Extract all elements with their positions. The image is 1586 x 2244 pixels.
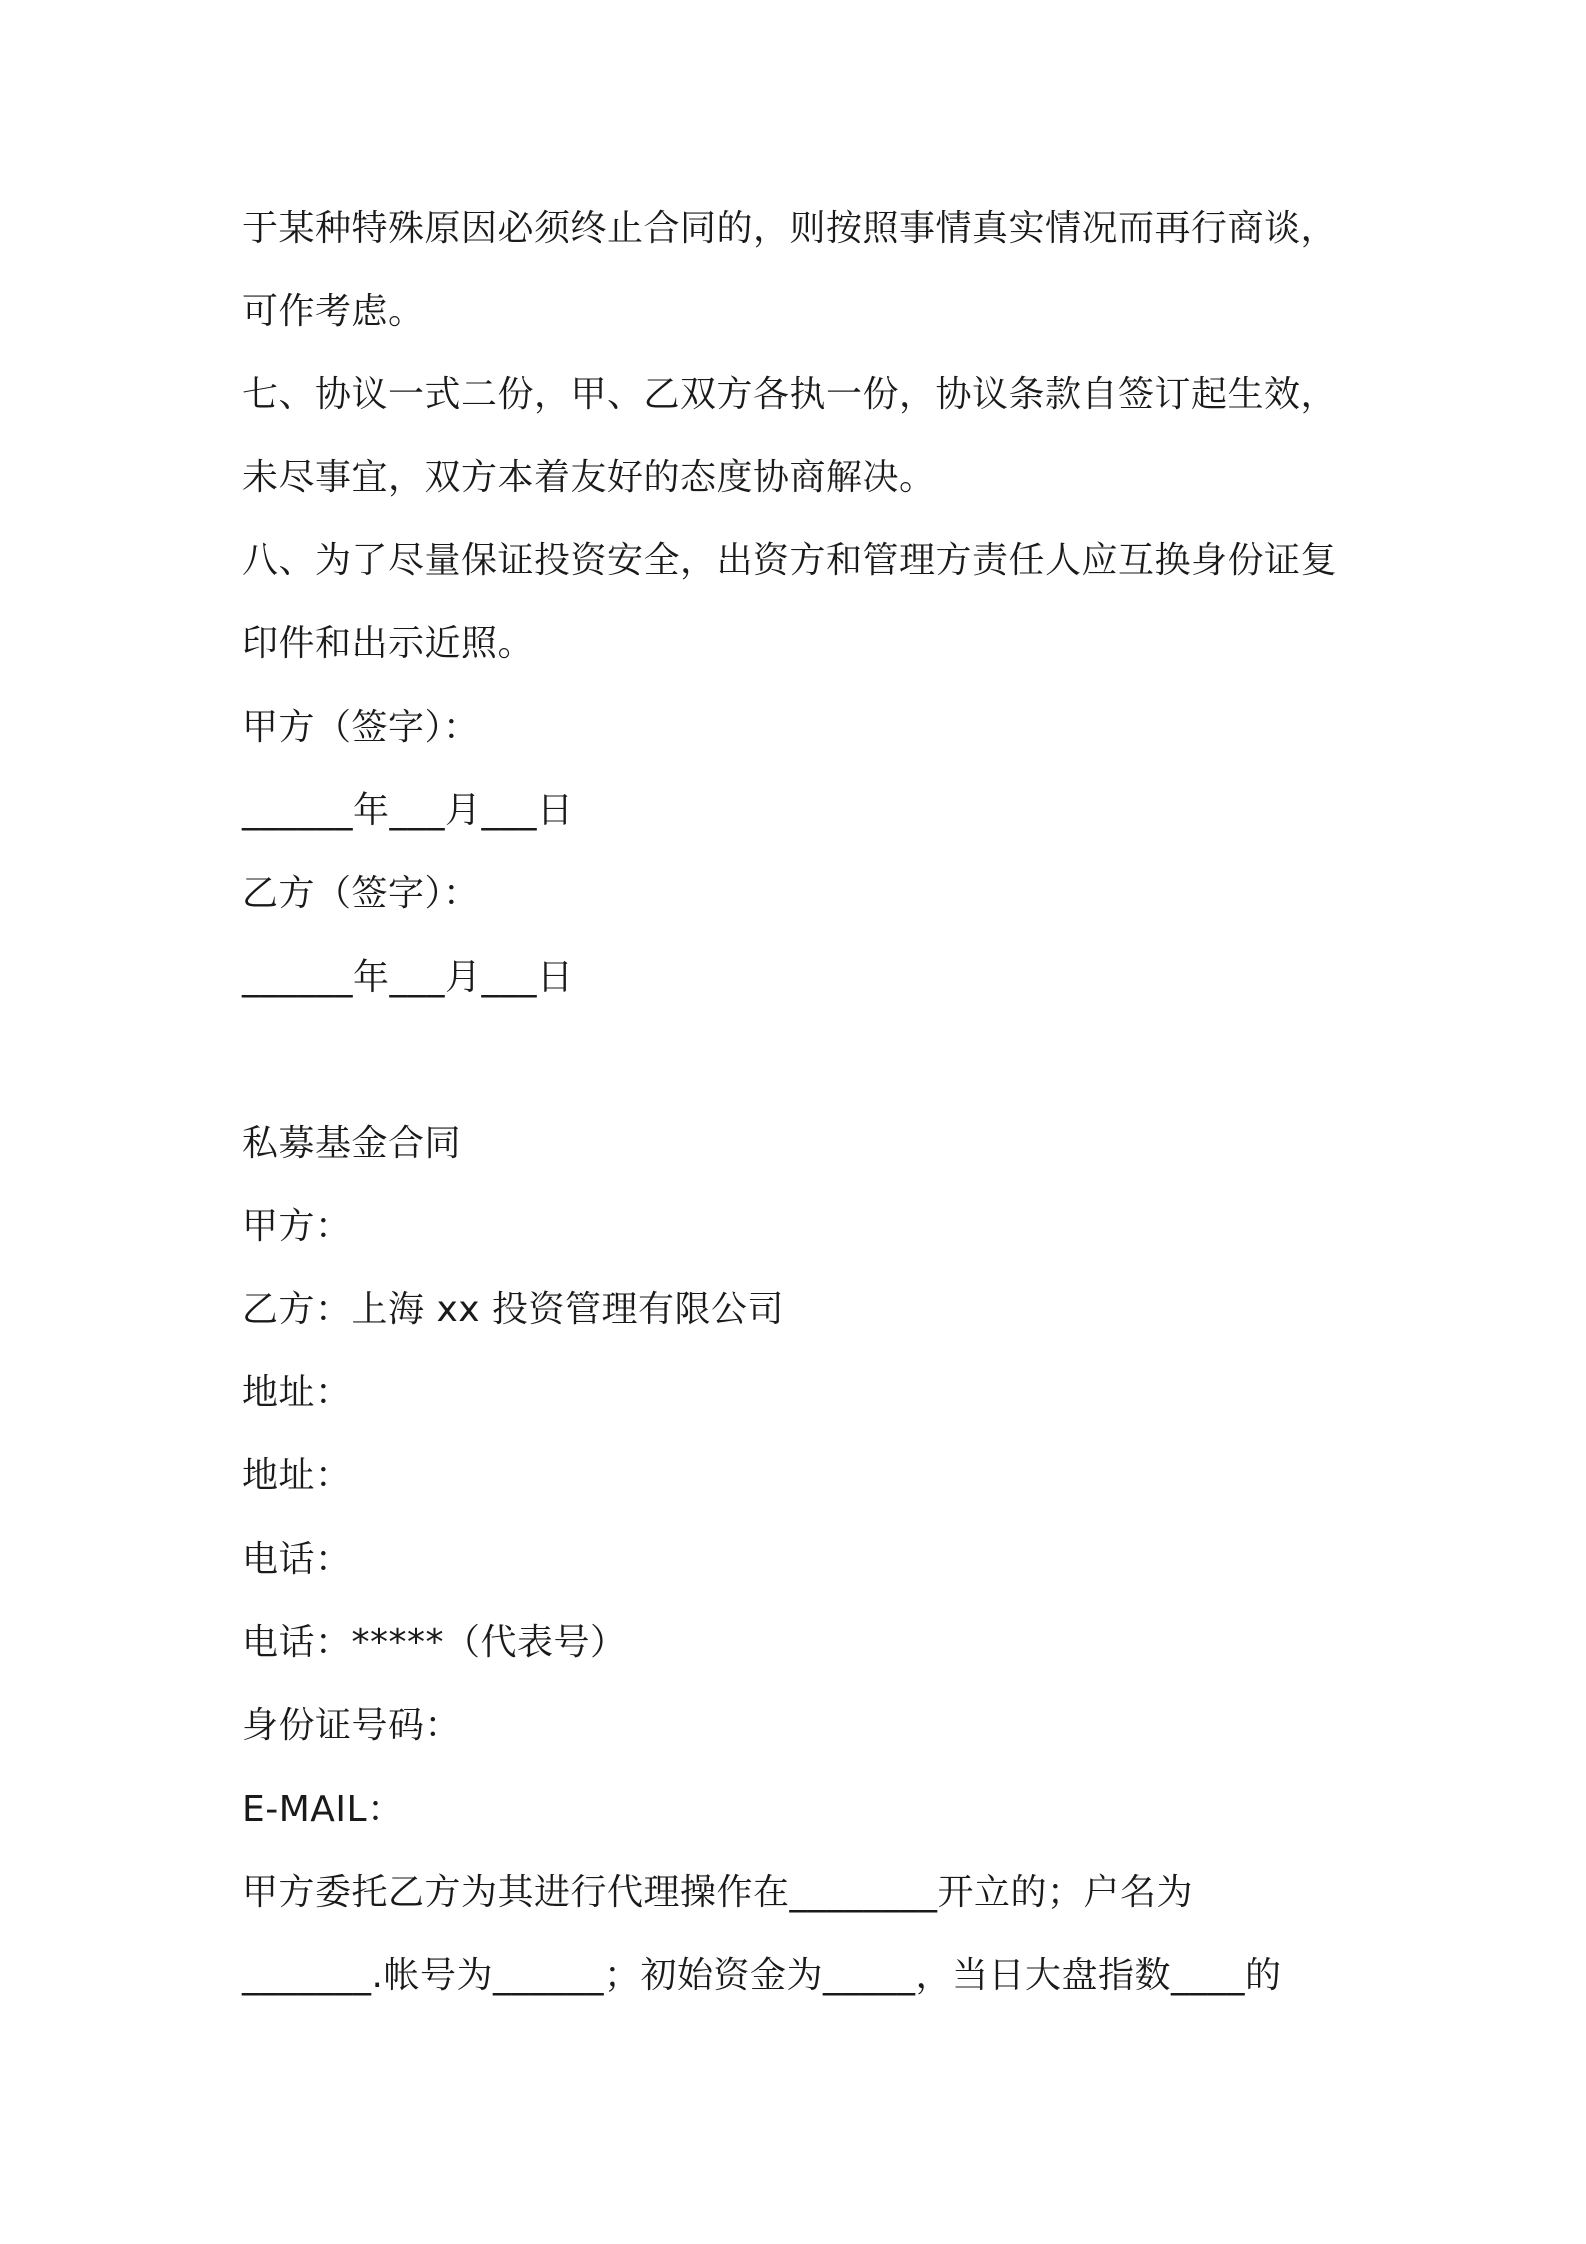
address-label: 地址： [242,1455,352,1496]
text-line: 八、为了尽量保证投资安全，出资方和管理方责任人应互换身份证复 [242,540,1338,581]
text-line: 印件和出示近照。 [242,623,535,664]
text-line: 未尽事宜，双方本着友好的态度协商解决。 [242,457,936,498]
party-a-date-line: ______年___月___日 [242,790,574,831]
text-line: 甲方委托乙方为其进行代理操作在________开立的；户名为 [242,1872,1194,1913]
text-line: 于某种特殊原因必须终止合同的，则按照事情真实情况而再行商谈， [242,208,1338,249]
text-line: _______.帐号为______；初始资金为_____，当日大盘指数____的 [242,1955,1282,1996]
party-b-signature-label: 乙方（签字）： [242,873,480,914]
party-b-date-line: ______年___月___日 [242,957,574,998]
phone-label: 电话：*****（代表号） [242,1622,627,1663]
section-title: 私募基金合同 [242,1123,462,1164]
party-a-signature-label: 甲方（签字）： [242,707,480,748]
address-label: 地址： [242,1372,352,1413]
text-line: 可作考虑。 [242,291,425,332]
email-label: E-MAIL： [242,1789,404,1830]
phone-label: 电话： [242,1539,352,1580]
text-line: 七、协议一式二份，甲、乙双方各执一份，协议条款自签订起生效， [242,374,1338,415]
id-number-label: 身份证号码： [242,1705,462,1746]
party-b-label: 乙方：上海 xx 投资管理有限公司 [242,1289,784,1330]
party-a-label: 甲方： [242,1206,352,1247]
